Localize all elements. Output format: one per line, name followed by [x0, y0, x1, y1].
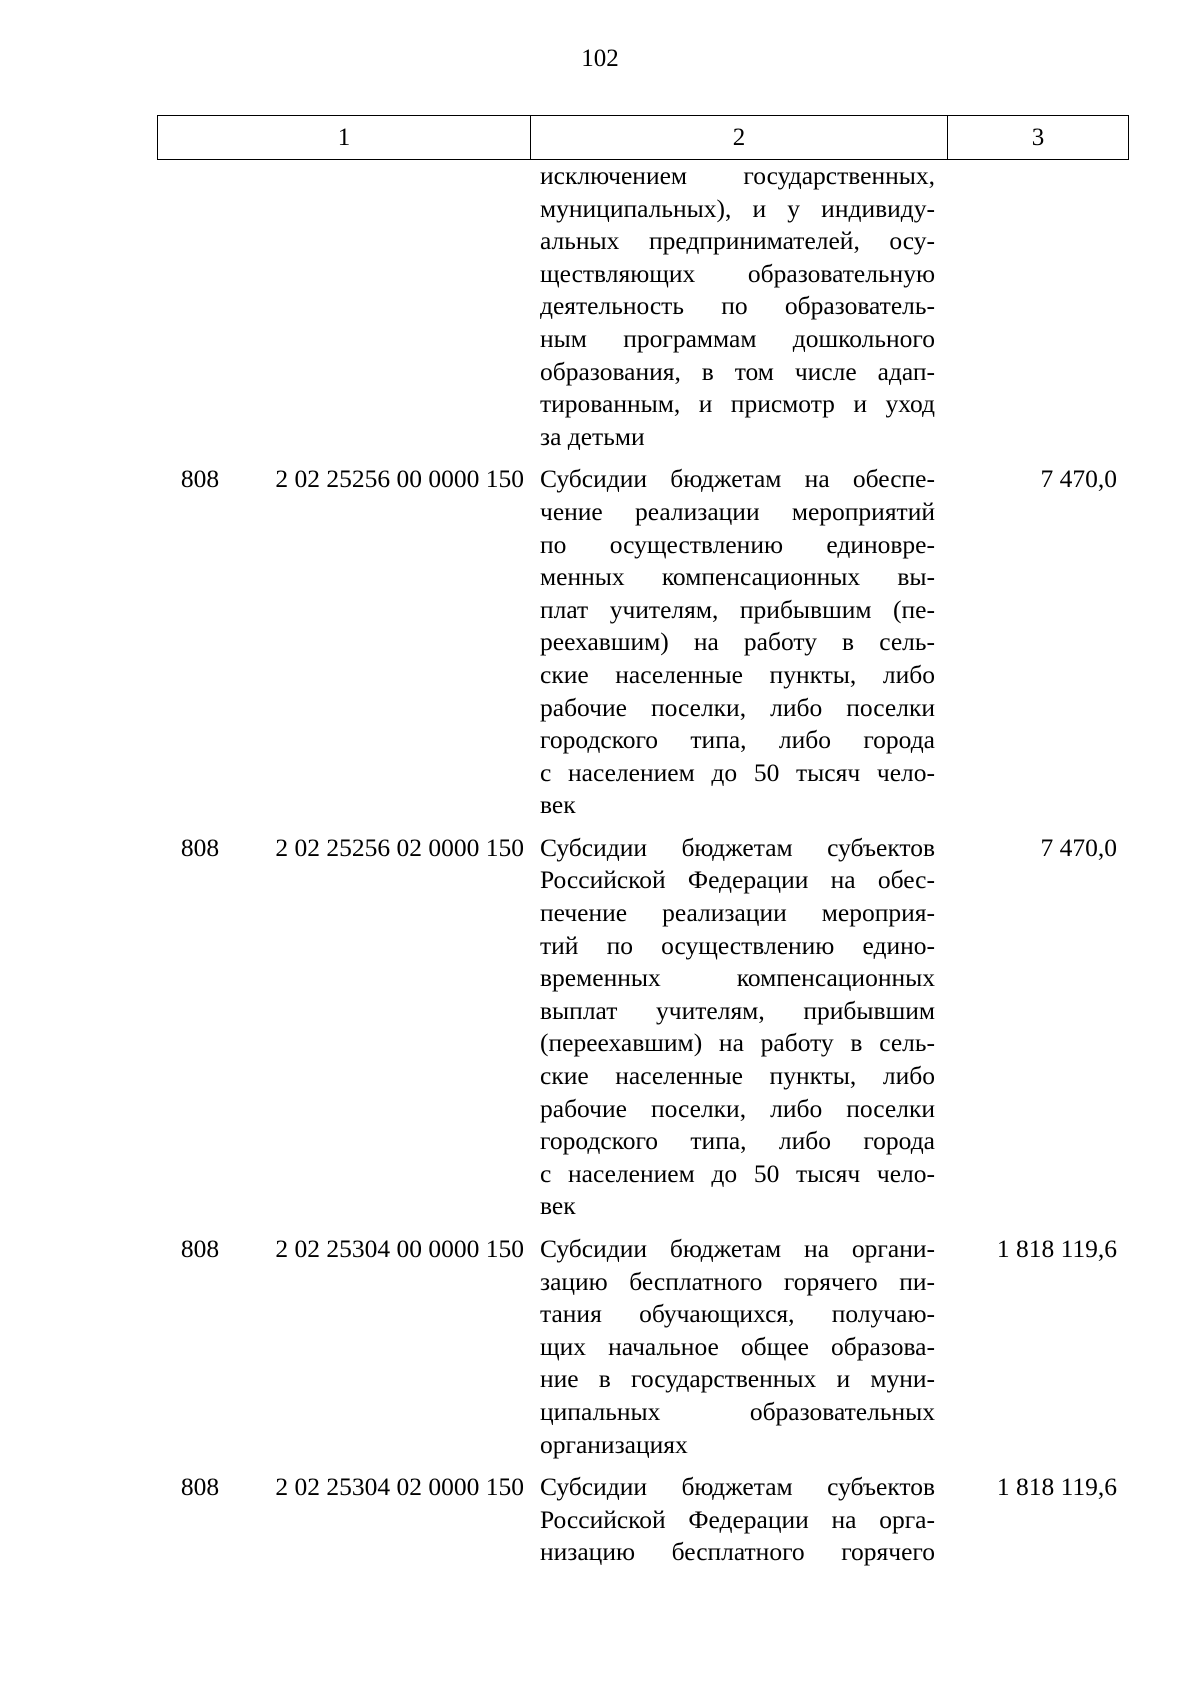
description-line: век	[540, 1191, 576, 1221]
description-line: ние в государственных и муни-	[540, 1364, 935, 1394]
description-line: за детьми	[540, 421, 645, 451]
amount: 1 818 119,6	[996, 1234, 1117, 1263]
description-line: реехавшим) на работу в сель-	[540, 627, 935, 657]
description-line: ские населенные пункты, либо	[540, 1061, 935, 1091]
row-description	[530, 832, 947, 1223]
description-line: щих начальное общее образова-	[540, 1331, 935, 1361]
description-line: альных предпринимателей, осу-	[540, 226, 935, 256]
description-line: Субсидии бюджетам на органи-	[540, 1234, 935, 1263]
header-col-1: 1	[158, 116, 531, 159]
budget-code: 2 02 25304 00 0000 150	[275, 1234, 524, 1263]
admin-code: 808	[180, 464, 220, 494]
table-row	[157, 1471, 1129, 1569]
description-line: рабочие поселки, либо поселки	[540, 692, 935, 722]
description-line: по осуществлению единовре-	[540, 529, 935, 559]
row-description	[530, 1233, 947, 1461]
description-line: ществляющих образовательную	[540, 258, 935, 288]
amount: 7 470,0	[1040, 464, 1117, 494]
description-line: исключением государственных,	[540, 161, 935, 190]
budget-code: 2 02 25256 02 0000 150	[275, 832, 524, 862]
header-col-2: 2	[531, 116, 948, 159]
description-line: век	[540, 790, 576, 820]
row-description	[530, 1471, 947, 1569]
description-line: менных компенсационных вы-	[540, 562, 935, 592]
page-number: 102	[581, 45, 619, 72]
description-line: с населением до 50 тысяч чело-	[540, 757, 935, 787]
table-body	[157, 160, 1129, 1569]
admin-code: 808	[180, 1472, 220, 1502]
description-line: печение реализации мероприя-	[540, 898, 935, 928]
description-line: Субсидии бюджетам на обеспе-	[540, 464, 935, 494]
description-line: временных компенсационных	[540, 963, 935, 993]
table-row	[157, 463, 1129, 822]
amount: 7 470,0	[1040, 832, 1117, 862]
description-line: Субсидии бюджетам субъектов	[540, 832, 935, 862]
budget-code: 2 02 25256 00 0000 150	[275, 464, 524, 494]
description-line: выплат учителям, прибывшим	[540, 995, 935, 1025]
description-line: (переехавшим) на работу в сель-	[540, 1028, 935, 1058]
budget-code: 2 02 25304 02 0000 150	[275, 1472, 524, 1502]
description-line: образования, в том числе адап-	[540, 356, 935, 386]
description-line: плат учителям, прибывшим (пе-	[540, 594, 935, 624]
admin-code	[157, 160, 231, 453]
description-line: ские населенные пункты, либо	[540, 659, 935, 689]
description-line: Субсидии бюджетам субъектов	[540, 1472, 935, 1502]
table-header	[157, 115, 1129, 160]
admin-code: 808	[180, 1234, 220, 1263]
description-line: городского типа, либо города	[540, 725, 935, 755]
description-line: ным программам дошкольного	[540, 323, 935, 353]
row-description	[530, 463, 947, 822]
description-line: ципальных образовательных	[540, 1396, 935, 1426]
description-line: зацию бесплатного горячего пи-	[540, 1266, 935, 1296]
description-line: тания обучающихся, получаю-	[540, 1299, 935, 1329]
description-line: Российской Федерации на орга-	[540, 1504, 935, 1534]
amount: 1 818 119,6	[996, 1472, 1117, 1502]
amount	[947, 160, 1129, 453]
row-description	[530, 160, 947, 453]
description-line: низацию бесплатного горячего	[540, 1537, 935, 1567]
table-row	[157, 832, 1129, 1223]
table-row	[157, 1233, 1129, 1461]
budget-code	[231, 160, 530, 453]
admin-code: 808	[180, 832, 220, 862]
description-line: чение реализации мероприятий	[540, 496, 935, 526]
description-line: городского типа, либо города	[540, 1126, 935, 1156]
description-line: тированным, и присмотр и уход	[540, 389, 935, 419]
description-line: деятельность по образователь-	[540, 291, 935, 321]
description-line: муниципальных), и у индивиду-	[540, 193, 935, 223]
description-line: тий по осуществлению едино-	[540, 930, 935, 960]
description-line: рабочие поселки, либо поселки	[540, 1093, 935, 1123]
description-line: Российской Федерации на обес-	[540, 865, 935, 895]
description-line: с населением до 50 тысяч чело-	[540, 1158, 935, 1188]
description-line: организациях	[540, 1429, 688, 1459]
header-col-3: 3	[1031, 123, 1045, 151]
table-row	[157, 160, 1129, 453]
